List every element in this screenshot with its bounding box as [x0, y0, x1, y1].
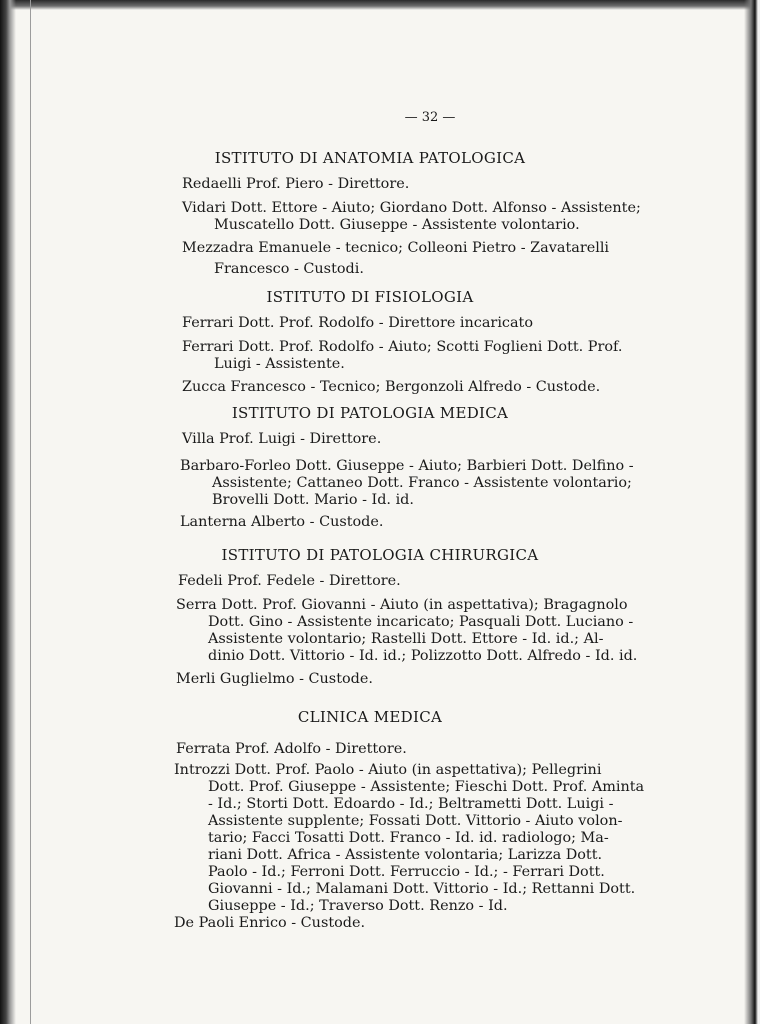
entry-line: Giuseppe - Id.; Traverso Dott. Renzo - Id.	[208, 898, 508, 914]
entry-ferrari-direttore	[182, 315, 682, 332]
entry-lanterna	[180, 514, 680, 531]
entry-line: Mezzadra Emanuele - tecnico; Colleoni Pietro - Zavatarelli	[182, 240, 610, 256]
entry-line: Ferrata Prof. Adolfo - Direttore.	[176, 741, 407, 757]
entry-line: dinio Dott. Vittorio - Id. id.; Polizzotto Dott. Alfredo - Id. id.	[208, 648, 638, 664]
entry-ferrata	[176, 741, 676, 758]
entry-serra	[176, 597, 678, 665]
entry-line: Francesco - Custodi.	[214, 261, 364, 277]
entry-redaelli	[182, 176, 682, 193]
entry-line: tario; Facci Tosatti Dott. Franco - Id. id. radiologo; Ma-	[208, 830, 609, 846]
entry-line: Paolo - Id.; Ferroni Dott. Ferruccio - Id.; - Ferrari Dott.	[208, 864, 605, 880]
page-number: — 32 —	[404, 110, 456, 125]
entry-line: Fedeli Prof. Fedele - Direttore.	[178, 573, 401, 589]
entry-line: Vidari Dott. Ettore - Aiuto; Giordano Dott. Alfonso - Assistente;	[182, 200, 641, 216]
section-heading-patologia-chirurgica: ISTITUTO DI PATOLOGIA CHIRURGICA	[221, 546, 539, 564]
entry-line: Ferrari Dott. Prof. Rodolfo - Aiuto; Scotti Foglieni Dott. Prof.	[182, 339, 623, 355]
section-heading-clinica-medica: CLINICA MEDICA	[297, 708, 443, 726]
entry-line: Assistente; Cattaneo Dott. Franco - Assistente volontario;	[212, 475, 632, 491]
section-heading-fisiologia: ISTITUTO DI FISIOLOGIA	[266, 288, 474, 306]
entry-vidari	[182, 200, 682, 234]
entry-line: Redaelli Prof. Piero - Direttore.	[182, 176, 410, 192]
section-heading-patologia-medica: ISTITUTO DI PATOLOGIA MEDICA	[231, 404, 509, 422]
entry-line: Dott. Prof. Giuseppe - Assistente; Fieschi Dott. Prof. Aminta	[208, 779, 645, 795]
entry-line: Assistente supplente; Fossati Dott. Vittorio - Aiuto volon-	[208, 813, 623, 829]
entry-line: Muscatello Dott. Giuseppe - Assistente volontario.	[214, 217, 580, 233]
scan-top-edge	[0, 0, 760, 10]
entry-line: Barbaro-Forleo Dott. Giuseppe - Aiuto; Barbieri Dott. Delfino -	[180, 458, 634, 474]
entry-de-paoli	[174, 915, 674, 932]
entry-line: Lanterna Alberto - Custode.	[180, 514, 384, 530]
entry-merli	[176, 671, 676, 688]
entry-ferrari-aiuto	[182, 339, 682, 373]
entry-barbaro-forleo	[180, 458, 680, 509]
entry-line: Giovanni - Id.; Malamani Dott. Vittorio - Id.; Rettanni Dott.	[208, 881, 636, 897]
entry-line: riani Dott. Africa - Assistente volontaria; Larizza Dott.	[208, 847, 603, 863]
entry-line: Ferrari Dott. Prof. Rodolfo - Direttore incaricato	[182, 315, 534, 331]
entry-line: De Paoli Enrico - Custode.	[174, 915, 366, 931]
entry-line: Merli Guglielmo - Custode.	[176, 671, 373, 687]
scan-binding-line	[30, 0, 31, 1024]
entry-line: Dott. Gino - Assistente incaricato; Pasquali Dott. Luciano -	[208, 614, 634, 630]
entry-mezzadra	[182, 240, 682, 278]
entry-introzzi	[174, 762, 678, 915]
entry-line: Zucca Francesco - Tecnico; Bergonzoli Alfredo - Custode.	[182, 379, 601, 395]
entry-line: Introzzi Dott. Prof. Paolo - Aiuto (in aspettativa); Pellegrini	[174, 762, 602, 778]
section-heading-anatomia-patologica: ISTITUTO DI ANATOMIA PATOLOGICA	[214, 149, 526, 167]
entry-line: Assistente volontario; Rastelli Dott. Ettore - Id. id.; Al-	[208, 631, 604, 647]
entry-line: - Id.; Storti Dott. Edoardo - Id.; Beltrametti Dott. Luigi -	[208, 796, 614, 812]
scan-left-edge	[0, 0, 16, 1024]
entry-line: Brovelli Dott. Mario - Id. id.	[212, 492, 414, 508]
entry-line: Villa Prof. Luigi - Direttore.	[182, 431, 382, 447]
entry-villa	[182, 431, 682, 448]
entry-zucca	[182, 379, 682, 396]
entry-fedeli	[178, 573, 678, 590]
scan-right-edge	[744, 0, 760, 1024]
entry-line: Luigi - Assistente.	[214, 356, 345, 372]
entry-line: Serra Dott. Prof. Giovanni - Aiuto (in aspettativa); Bragagnolo	[176, 597, 628, 613]
